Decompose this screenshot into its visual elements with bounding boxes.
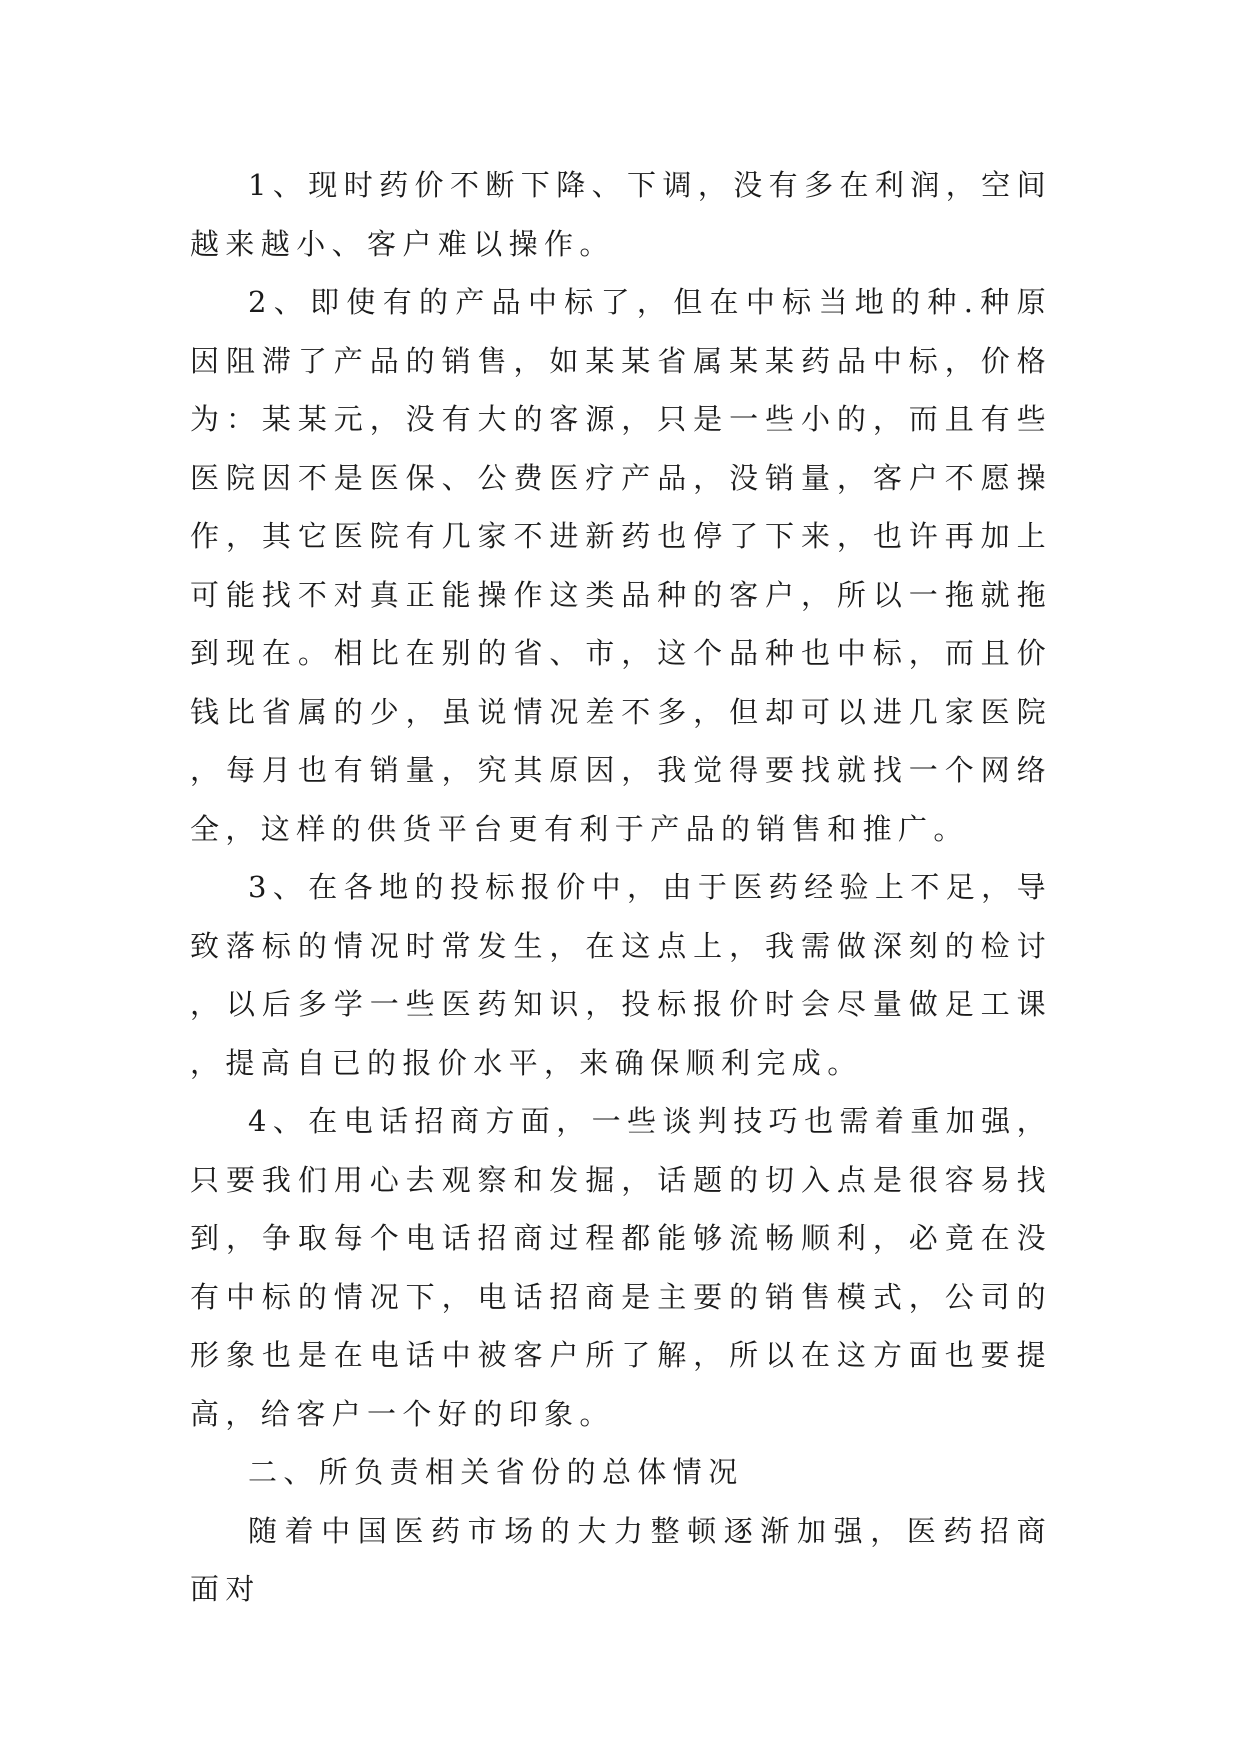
paragraph-item-5: 随着中国医药市场的大力整顿逐渐加强，医药招商面对 bbox=[190, 1513, 1052, 1606]
paragraph-item-2: 2、即使有的产品中标了，但在中标当地的种.种原因阻滞了产品的销售，如某某省属某某药品中标，价格为：某某元，没有大的客源，只是一些小的，而且有些医院因不是医保、公费医疗产品，没销量，客户不愿操作，其它医院有几家不进新药也停了下来，也许再加上可能找不对真正能操作这类品种的客户，所以一拖就拖到现在。相比在别的省、市，这个品种也中标，而且价钱比省属的少，虽说情况差不多，但却可以进几家医院，每月也有销量，究其原因，我觉得要找就找一个网络全，这样的供货平台更有利于产品的销售和推广。 bbox=[190, 285, 1052, 846]
section-heading: 二、所负责相关省份的总体情况 bbox=[248, 1455, 744, 1489]
paragraph-item-1: 1、现时药价不断下降、下调，没有多在利润，空间越来越小、客户难以操作。 bbox=[190, 168, 1052, 261]
paragraph-item-3: 3、在各地的投标报价中，由于医药经验上不足，导致落标的情况时常发生，在这点上，我需做深刻的检讨，以后多学一些医药知识，投标报价时会尽量做足工课，提高自已的报价水平，来确保顺利完成。 bbox=[190, 870, 1052, 1080]
paragraph-item-4: 4、在电话招商方面，一些谈判技巧也需着重加强，只要我们用心去观察和发掘，话题的切入点是很容易找到，争取每个电话招商过程都能够流畅顺利，必竟在没有中标的情况下，电话招商是主要的销售模式，公司的形象也是在电话中被客户所了解，所以在这方面也要提高，给客户一个好的印象。 bbox=[190, 1104, 1052, 1431]
document-body bbox=[190, 156, 1052, 1619]
